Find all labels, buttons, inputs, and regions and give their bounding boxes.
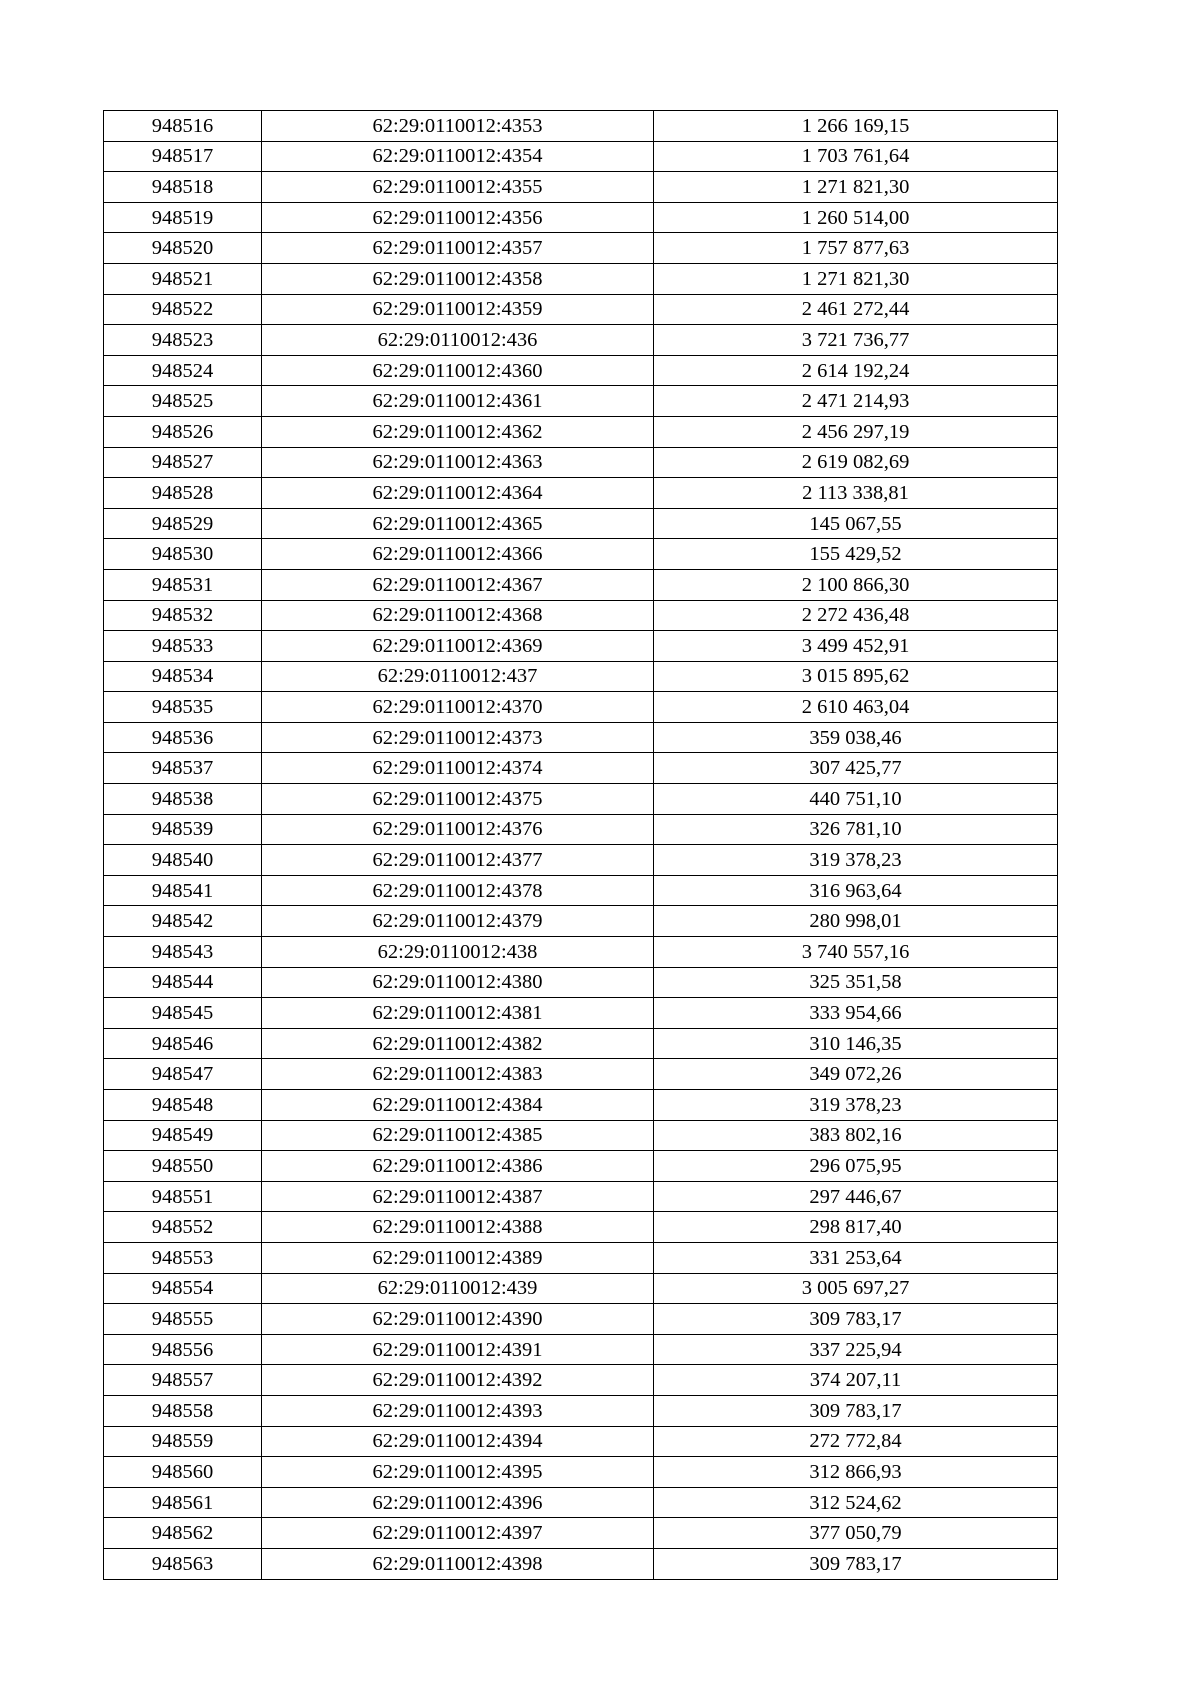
- row-number-cell: 948563: [104, 1548, 262, 1579]
- table-row: [104, 294, 1058, 325]
- table-row: [104, 784, 1058, 815]
- row-number-cell: 948554: [104, 1273, 262, 1304]
- value-cell: 298 817,40: [654, 1212, 1058, 1243]
- table-row: [104, 416, 1058, 447]
- cadastral-number-cell: 62:29:0110012:4377: [262, 845, 654, 876]
- value-cell: 2 272 436,48: [654, 600, 1058, 631]
- cadastral-number-cell: 62:29:0110012:4395: [262, 1457, 654, 1488]
- table-row: [104, 1028, 1058, 1059]
- value-cell: 359 038,46: [654, 722, 1058, 753]
- row-number-cell: 948559: [104, 1426, 262, 1457]
- value-cell: 2 619 082,69: [654, 447, 1058, 478]
- row-number-cell: 948524: [104, 355, 262, 386]
- table-row: [104, 1212, 1058, 1243]
- table-row: [104, 600, 1058, 631]
- cadastral-number-cell: 62:29:0110012:4358: [262, 263, 654, 294]
- row-number-cell: 948557: [104, 1365, 262, 1396]
- cadastral-number-cell: 62:29:0110012:4398: [262, 1548, 654, 1579]
- table-row: [104, 325, 1058, 356]
- cadastral-number-cell: 62:29:0110012:4385: [262, 1120, 654, 1151]
- value-cell: 3 721 736,77: [654, 325, 1058, 356]
- value-cell: 312 524,62: [654, 1487, 1058, 1518]
- row-number-cell: 948518: [104, 172, 262, 203]
- cadastral-number-cell: 62:29:0110012:4386: [262, 1151, 654, 1182]
- cadastral-number-cell: 62:29:0110012:4354: [262, 141, 654, 172]
- row-number-cell: 948547: [104, 1059, 262, 1090]
- value-cell: 1 260 514,00: [654, 202, 1058, 233]
- table-row: [104, 1090, 1058, 1121]
- row-number-cell: 948543: [104, 937, 262, 968]
- value-cell: 1 266 169,15: [654, 111, 1058, 142]
- row-number-cell: 948523: [104, 325, 262, 356]
- value-cell: 2 100 866,30: [654, 569, 1058, 600]
- row-number-cell: 948558: [104, 1395, 262, 1426]
- row-number-cell: 948539: [104, 814, 262, 845]
- value-cell: 272 772,84: [654, 1426, 1058, 1457]
- row-number-cell: 948540: [104, 845, 262, 876]
- cadastral-number-cell: 62:29:0110012:4396: [262, 1487, 654, 1518]
- value-cell: 2 610 463,04: [654, 692, 1058, 723]
- value-cell: 349 072,26: [654, 1059, 1058, 1090]
- cadastral-number-cell: 62:29:0110012:4373: [262, 722, 654, 753]
- cadastral-number-cell: 62:29:0110012:4393: [262, 1395, 654, 1426]
- table-row: [104, 569, 1058, 600]
- cadastral-number-cell: 62:29:0110012:4365: [262, 508, 654, 539]
- row-number-cell: 948533: [104, 631, 262, 662]
- value-cell: 155 429,52: [654, 539, 1058, 570]
- table-body: [104, 111, 1058, 1580]
- table-row: [104, 1059, 1058, 1090]
- value-cell: 1 271 821,30: [654, 172, 1058, 203]
- table-row: [104, 1242, 1058, 1273]
- value-cell: 331 253,64: [654, 1242, 1058, 1273]
- value-cell: 2 113 338,81: [654, 478, 1058, 509]
- cadastral-number-cell: 62:29:0110012:4369: [262, 631, 654, 662]
- table-row: [104, 1457, 1058, 1488]
- table-row: [104, 1487, 1058, 1518]
- cadastral-number-cell: 62:29:0110012:4368: [262, 600, 654, 631]
- table-row: [104, 172, 1058, 203]
- value-cell: 377 050,79: [654, 1518, 1058, 1549]
- value-cell: 309 783,17: [654, 1548, 1058, 1579]
- row-number-cell: 948522: [104, 294, 262, 325]
- row-number-cell: 948537: [104, 753, 262, 784]
- row-number-cell: 948525: [104, 386, 262, 417]
- cadastral-number-cell: 62:29:0110012:4370: [262, 692, 654, 723]
- cadastral-number-cell: 62:29:0110012:4392: [262, 1365, 654, 1396]
- cadastral-number-cell: 62:29:0110012:4359: [262, 294, 654, 325]
- row-number-cell: 948516: [104, 111, 262, 142]
- cadastral-number-cell: 62:29:0110012:436: [262, 325, 654, 356]
- table-row: [104, 478, 1058, 509]
- row-number-cell: 948544: [104, 967, 262, 998]
- value-cell: 310 146,35: [654, 1028, 1058, 1059]
- value-cell: 333 954,66: [654, 998, 1058, 1029]
- cadastral-number-cell: 62:29:0110012:438: [262, 937, 654, 968]
- cadastral-number-cell: 62:29:0110012:4357: [262, 233, 654, 264]
- row-number-cell: 948527: [104, 447, 262, 478]
- row-number-cell: 948546: [104, 1028, 262, 1059]
- table-row: [104, 875, 1058, 906]
- value-cell: 2 471 214,93: [654, 386, 1058, 417]
- table-row: [104, 355, 1058, 386]
- table-row: [104, 814, 1058, 845]
- table-row: [104, 1151, 1058, 1182]
- row-number-cell: 948560: [104, 1457, 262, 1488]
- value-cell: 319 378,23: [654, 1090, 1058, 1121]
- value-cell: 309 783,17: [654, 1304, 1058, 1335]
- row-number-cell: 948517: [104, 141, 262, 172]
- cadastral-number-cell: 62:29:0110012:4379: [262, 906, 654, 937]
- cadastral-number-cell: 62:29:0110012:4362: [262, 416, 654, 447]
- row-number-cell: 948542: [104, 906, 262, 937]
- value-cell: 309 783,17: [654, 1395, 1058, 1426]
- table-row: [104, 202, 1058, 233]
- value-cell: 3 005 697,27: [654, 1273, 1058, 1304]
- data-table: [103, 110, 1058, 1580]
- row-number-cell: 948528: [104, 478, 262, 509]
- cadastral-number-cell: 62:29:0110012:4394: [262, 1426, 654, 1457]
- value-cell: 2 456 297,19: [654, 416, 1058, 447]
- cadastral-number-cell: 62:29:0110012:4366: [262, 539, 654, 570]
- cadastral-number-cell: 62:29:0110012:4364: [262, 478, 654, 509]
- row-number-cell: 948529: [104, 508, 262, 539]
- value-cell: 326 781,10: [654, 814, 1058, 845]
- cadastral-number-cell: 62:29:0110012:4360: [262, 355, 654, 386]
- table-row: [104, 1273, 1058, 1304]
- value-cell: 3 015 895,62: [654, 661, 1058, 692]
- value-cell: 3 499 452,91: [654, 631, 1058, 662]
- cadastral-number-cell: 62:29:0110012:4388: [262, 1212, 654, 1243]
- row-number-cell: 948521: [104, 263, 262, 294]
- row-number-cell: 948526: [104, 416, 262, 447]
- table-row: [104, 263, 1058, 294]
- row-number-cell: 948530: [104, 539, 262, 570]
- table-row: [104, 111, 1058, 142]
- cadastral-number-cell: 62:29:0110012:4374: [262, 753, 654, 784]
- table-row: [104, 1120, 1058, 1151]
- cadastral-number-cell: 62:29:0110012:4363: [262, 447, 654, 478]
- row-number-cell: 948532: [104, 600, 262, 631]
- row-number-cell: 948561: [104, 1487, 262, 1518]
- table-row: [104, 447, 1058, 478]
- row-number-cell: 948555: [104, 1304, 262, 1335]
- cadastral-number-cell: 62:29:0110012:4390: [262, 1304, 654, 1335]
- row-number-cell: 948553: [104, 1242, 262, 1273]
- table-row: [104, 1426, 1058, 1457]
- table-row: [104, 1518, 1058, 1549]
- table-row: [104, 539, 1058, 570]
- row-number-cell: 948548: [104, 1090, 262, 1121]
- row-number-cell: 948541: [104, 875, 262, 906]
- cadastral-number-cell: 62:29:0110012:439: [262, 1273, 654, 1304]
- table-row: [104, 1334, 1058, 1365]
- value-cell: 2 614 192,24: [654, 355, 1058, 386]
- value-cell: 319 378,23: [654, 845, 1058, 876]
- table-row: [104, 967, 1058, 998]
- table-row: [104, 1365, 1058, 1396]
- cadastral-number-cell: 62:29:0110012:437: [262, 661, 654, 692]
- cadastral-number-cell: 62:29:0110012:4381: [262, 998, 654, 1029]
- value-cell: 383 802,16: [654, 1120, 1058, 1151]
- row-number-cell: 948531: [104, 569, 262, 600]
- value-cell: 296 075,95: [654, 1151, 1058, 1182]
- cadastral-number-cell: 62:29:0110012:4382: [262, 1028, 654, 1059]
- value-cell: 440 751,10: [654, 784, 1058, 815]
- cadastral-number-cell: 62:29:0110012:4356: [262, 202, 654, 233]
- table-row: [104, 233, 1058, 264]
- value-cell: 297 446,67: [654, 1181, 1058, 1212]
- value-cell: 280 998,01: [654, 906, 1058, 937]
- cadastral-number-cell: 62:29:0110012:4391: [262, 1334, 654, 1365]
- row-number-cell: 948545: [104, 998, 262, 1029]
- row-number-cell: 948519: [104, 202, 262, 233]
- value-cell: 3 740 557,16: [654, 937, 1058, 968]
- table-row: [104, 386, 1058, 417]
- cadastral-number-cell: 62:29:0110012:4397: [262, 1518, 654, 1549]
- row-number-cell: 948551: [104, 1181, 262, 1212]
- table-row: [104, 508, 1058, 539]
- row-number-cell: 948520: [104, 233, 262, 264]
- cadastral-number-cell: 62:29:0110012:4375: [262, 784, 654, 815]
- cadastral-number-cell: 62:29:0110012:4367: [262, 569, 654, 600]
- cadastral-number-cell: 62:29:0110012:4376: [262, 814, 654, 845]
- row-number-cell: 948556: [104, 1334, 262, 1365]
- table-row: [104, 141, 1058, 172]
- value-cell: 1 703 761,64: [654, 141, 1058, 172]
- table-row: [104, 753, 1058, 784]
- cadastral-number-cell: 62:29:0110012:4361: [262, 386, 654, 417]
- cadastral-number-cell: 62:29:0110012:4378: [262, 875, 654, 906]
- table-row: [104, 1181, 1058, 1212]
- cadastral-number-cell: 62:29:0110012:4355: [262, 172, 654, 203]
- cadastral-number-cell: 62:29:0110012:4384: [262, 1090, 654, 1121]
- value-cell: 316 963,64: [654, 875, 1058, 906]
- row-number-cell: 948534: [104, 661, 262, 692]
- row-number-cell: 948549: [104, 1120, 262, 1151]
- row-number-cell: 948550: [104, 1151, 262, 1182]
- table-row: [104, 722, 1058, 753]
- value-cell: 1 271 821,30: [654, 263, 1058, 294]
- value-cell: 307 425,77: [654, 753, 1058, 784]
- value-cell: 1 757 877,63: [654, 233, 1058, 264]
- cadastral-number-cell: 62:29:0110012:4389: [262, 1242, 654, 1273]
- table-row: [104, 845, 1058, 876]
- row-number-cell: 948535: [104, 692, 262, 723]
- table-row: [104, 1395, 1058, 1426]
- row-number-cell: 948562: [104, 1518, 262, 1549]
- row-number-cell: 948552: [104, 1212, 262, 1243]
- row-number-cell: 948538: [104, 784, 262, 815]
- table-row: [104, 631, 1058, 662]
- value-cell: 325 351,58: [654, 967, 1058, 998]
- row-number-cell: 948536: [104, 722, 262, 753]
- value-cell: 337 225,94: [654, 1334, 1058, 1365]
- table-row: [104, 906, 1058, 937]
- table-row: [104, 692, 1058, 723]
- table-row: [104, 937, 1058, 968]
- cadastral-number-cell: 62:29:0110012:4387: [262, 1181, 654, 1212]
- value-cell: 374 207,11: [654, 1365, 1058, 1396]
- value-cell: 312 866,93: [654, 1457, 1058, 1488]
- table-row: [104, 1548, 1058, 1579]
- table-row: [104, 1304, 1058, 1335]
- table-row: [104, 998, 1058, 1029]
- value-cell: 145 067,55: [654, 508, 1058, 539]
- cadastral-number-cell: 62:29:0110012:4383: [262, 1059, 654, 1090]
- table-row: [104, 661, 1058, 692]
- cadastral-number-cell: 62:29:0110012:4353: [262, 111, 654, 142]
- value-cell: 2 461 272,44: [654, 294, 1058, 325]
- cadastral-number-cell: 62:29:0110012:4380: [262, 967, 654, 998]
